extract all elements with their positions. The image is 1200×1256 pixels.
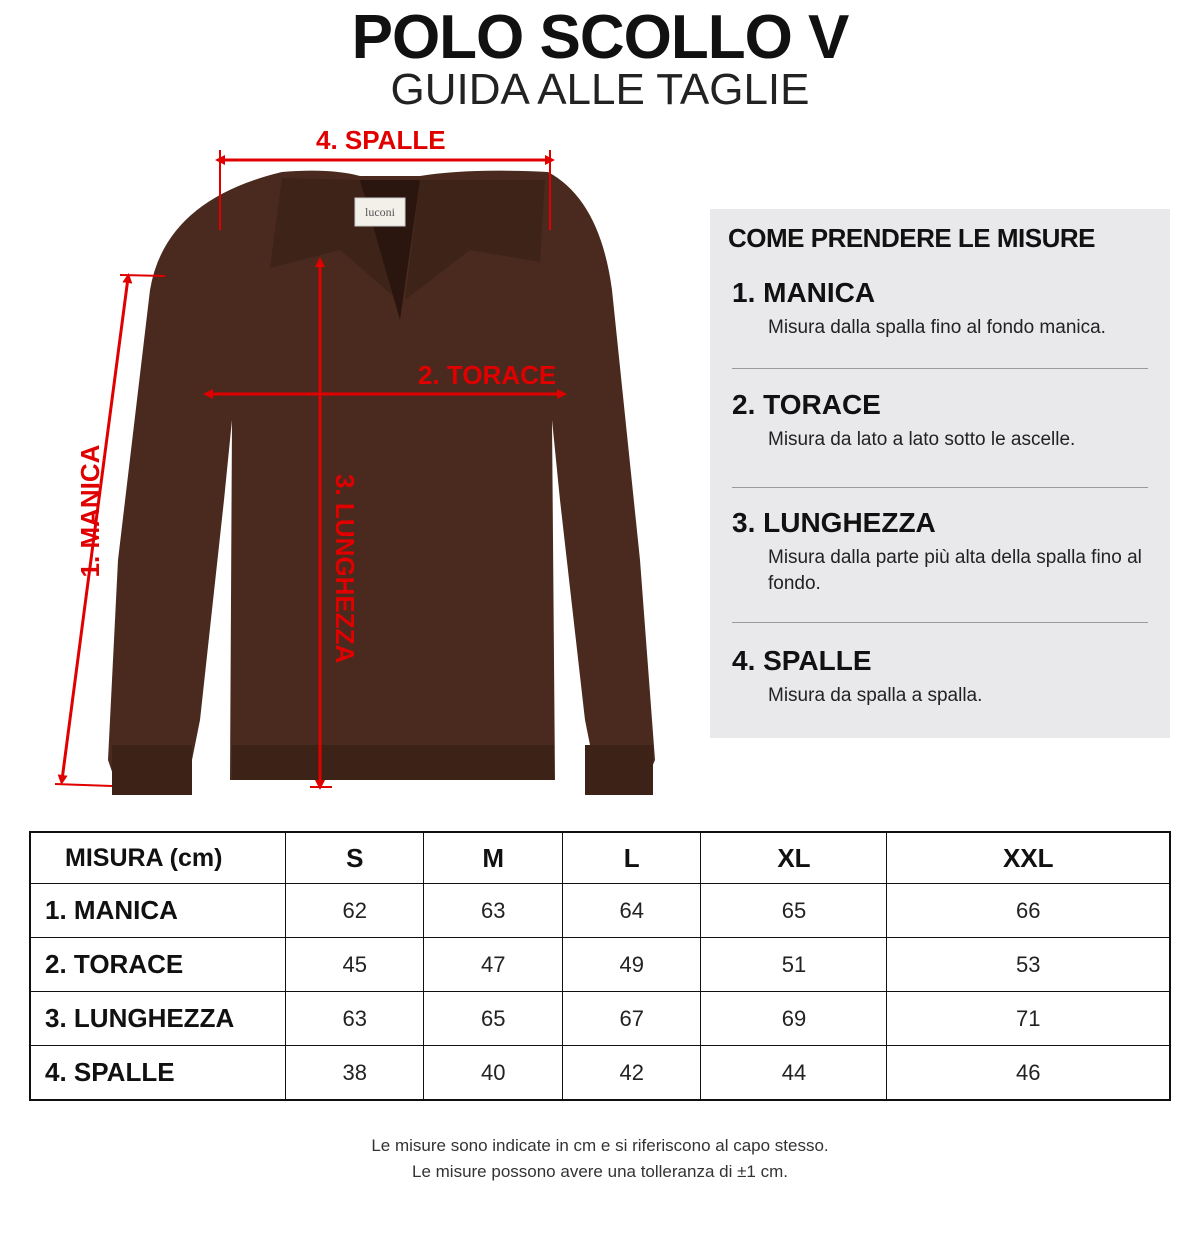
step-title: 2. TORACE <box>732 389 881 420</box>
table-cell: 47 <box>424 938 562 992</box>
table-cell: 65 <box>701 884 887 938</box>
step-desc: Misura da lato a lato sotto le ascelle. <box>768 429 1076 450</box>
step-torace <box>732 389 1152 453</box>
step-title: 4. SPALLE <box>732 645 872 676</box>
brand-tag-text: luconi <box>365 205 395 219</box>
left-cuff <box>112 745 192 795</box>
footnote-tolerance: Le misure possono avere una tolleranza di ±1 cm. <box>412 1162 788 1181</box>
instructions-heading: COME PRENDERE LE MISURE <box>728 223 1095 253</box>
table-cell: 62 <box>286 884 424 938</box>
row-label: 4. SPALLE <box>30 1046 286 1101</box>
step-lunghezza <box>732 507 1152 597</box>
table-cell: 45 <box>286 938 424 992</box>
page-title: POLO SCOLLO V <box>351 3 849 72</box>
table-cell: 65 <box>424 992 562 1046</box>
step-title: 1. MANICA <box>732 277 876 308</box>
label-manica: 1. MANICA <box>75 444 105 578</box>
table-cell: 64 <box>562 884 700 938</box>
table-cell: 49 <box>562 938 700 992</box>
table-row <box>30 884 1170 938</box>
table-cell: 53 <box>887 938 1170 992</box>
table-cell: 38 <box>286 1046 424 1101</box>
table-cell: 63 <box>286 992 424 1046</box>
size-header-l: L <box>562 832 700 884</box>
page-subtitle: GUIDA ALLE TAGLIE <box>390 65 810 114</box>
table-cell: 44 <box>701 1046 887 1101</box>
step-manica <box>732 277 1152 341</box>
row-label: 3. LUNGHEZZA <box>30 992 286 1046</box>
label-spalle: 4. SPALLE <box>316 125 446 155</box>
table-row <box>30 992 1170 1046</box>
size-header-m: M <box>424 832 562 884</box>
table-header-row <box>30 832 1170 884</box>
step-spalle <box>732 645 1152 709</box>
table-cell: 40 <box>424 1046 562 1101</box>
label-lunghezza: 3. LUNGHEZZA <box>330 474 360 664</box>
row-label: 1. MANICA <box>30 884 286 938</box>
table-cell: 42 <box>562 1046 700 1101</box>
table-cell: 69 <box>701 992 887 1046</box>
right-cuff <box>585 745 653 795</box>
divider <box>732 622 1148 623</box>
table-cell: 71 <box>887 992 1170 1046</box>
step-title: 3. LUNGHEZZA <box>732 507 936 538</box>
table-cell: 46 <box>887 1046 1170 1101</box>
table-cell: 63 <box>424 884 562 938</box>
divider <box>732 487 1148 488</box>
step-desc: Misura dalla parte più alta della spalla fino al fondo. <box>768 547 1142 594</box>
row-label: 2. TORACE <box>30 938 286 992</box>
table-corner-header: MISURA (cm) <box>30 832 286 884</box>
size-header-xl: XL <box>701 832 887 884</box>
divider <box>732 368 1148 369</box>
step-desc: Misura da spalla a spalla. <box>768 685 983 706</box>
table-cell: 51 <box>701 938 887 992</box>
table-row <box>30 938 1170 992</box>
label-torace: 2. TORACE <box>418 360 557 390</box>
polo-illustration <box>0 110 700 810</box>
measure-instructions-panel <box>710 209 1170 738</box>
hem <box>232 745 554 780</box>
size-header-xxl: XXL <box>887 832 1170 884</box>
size-table <box>29 831 1171 1101</box>
step-desc: Misura dalla spalla fino al fondo manica. <box>768 317 1106 338</box>
footnote-units: Le misure sono indicate in cm e si riferiscono al capo stesso. <box>371 1136 829 1155</box>
table-cell: 66 <box>887 884 1170 938</box>
table-cell: 67 <box>562 992 700 1046</box>
table-row <box>30 1046 1170 1101</box>
size-header-s: S <box>286 832 424 884</box>
